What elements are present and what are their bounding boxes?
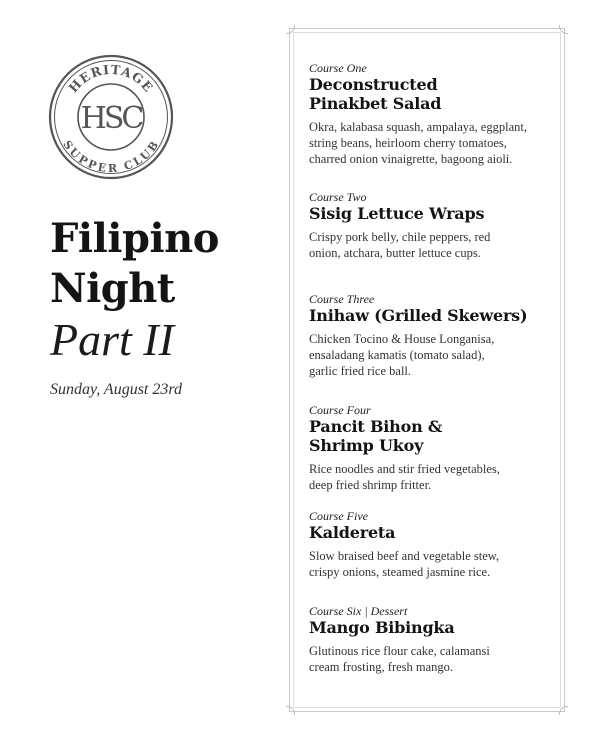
logo-bottom-text: SUPPER CLUB	[60, 138, 162, 176]
course-name: Kaldereta	[309, 523, 396, 542]
course-label: Course Four	[309, 403, 371, 417]
course-two	[309, 190, 559, 261]
course-description: Rice noodles and stir fried vegetables, deep fried shrimp fritter.	[309, 462, 500, 492]
course-label: Course Five	[309, 509, 368, 523]
course-name: Pancit Bihon & Shrimp Ukoy	[309, 417, 443, 455]
course-label: Course One	[309, 61, 367, 75]
event-title	[50, 214, 219, 314]
course-six-dessert	[309, 604, 559, 675]
frame-corner-ornament	[286, 706, 295, 715]
logo-monogram: HSC	[80, 101, 142, 136]
logo-top-text: HERITAGE	[65, 61, 157, 96]
frame-corner-ornament	[559, 25, 568, 34]
frame-corner-ornament	[286, 25, 295, 34]
frame-corner-ornament	[559, 706, 568, 715]
event-date: Sunday, August 23rd	[50, 381, 183, 398]
course-description: Slow braised beef and vegetable stew, crispy onions, steamed jasmine rice.	[309, 549, 500, 579]
course-description: Okra, kalabasa squash, ampalaya, eggplant, string beans, heirloom cherry tomatoes, charred onion vinaigrette, bagoong aioli.	[309, 120, 527, 166]
course-name: Mango Bibingka	[309, 618, 455, 637]
course-four	[309, 403, 559, 493]
event-title-line: Night	[50, 265, 175, 312]
course-five	[309, 509, 559, 580]
logo-seal	[48, 54, 174, 180]
course-description: Glutinous rice flour cake, calamansi cream frosting, fresh mango.	[309, 644, 490, 674]
course-three	[309, 292, 559, 379]
course-name: Sisig Lettuce Wraps	[309, 204, 485, 223]
course-description: Chicken Tocino & House Longanisa, ensaladang kamatis (tomato salad), garlic fried rice ball.	[309, 332, 495, 378]
event-title-line: Filipino	[50, 215, 219, 262]
course-label: Course Two	[309, 190, 367, 204]
course-label: Course Three	[309, 292, 375, 306]
course-one	[309, 61, 559, 167]
event-subtitle: Part II	[50, 314, 174, 365]
course-label: Course Six | Dessert	[309, 604, 408, 618]
course-description: Crispy pork belly, chile peppers, red onion, atchara, butter lettuce cups.	[309, 230, 491, 260]
course-name: Inihaw (Grilled Skewers)	[309, 306, 528, 325]
heritage-supper-club-logo	[48, 54, 174, 180]
course-name: Deconstructed Pinakbet Salad	[309, 75, 442, 113]
